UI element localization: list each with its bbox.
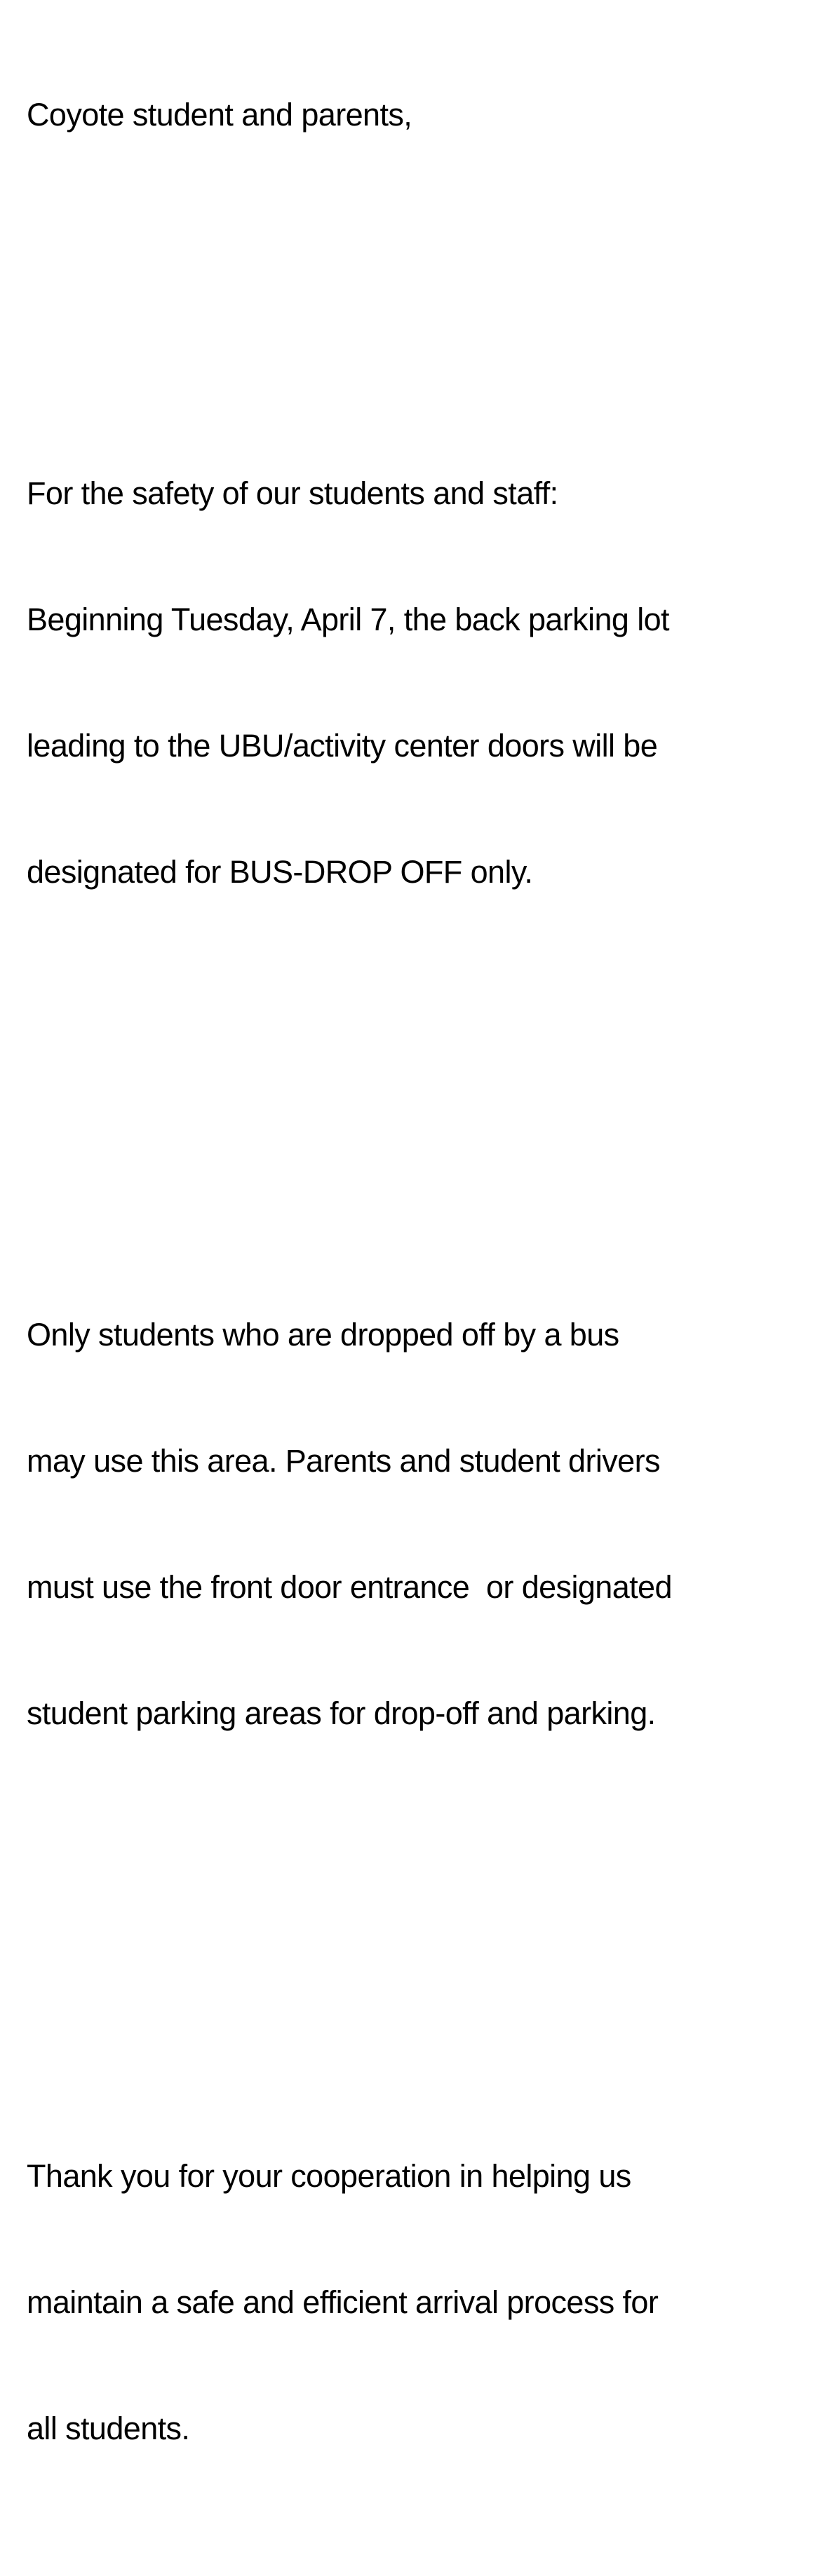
paragraph-line: designated for BUS-DROP OFF only. [27,854,533,890]
paragraph-line: For the safety of our students and staff: [27,475,558,511]
paragraph-usage-rules [27,1230,819,1819]
paragraph-line: Thank you for your cooperation in helping us [27,2158,631,2194]
paragraph-line: may use this area. Parents and student drivers [27,1443,660,1479]
paragraph-line: leading to the UBU/activity center doors will be [27,728,658,764]
paragraph-line: all students. [27,2411,190,2446]
paragraph-safety-notice [27,388,819,977]
spacer [27,220,819,262]
paragraph-line: student parking areas for drop-off and parking. [27,1695,656,1731]
paragraph-closing [27,2071,819,2534]
paragraph-line: Only students who are dropped off by a bus [27,1317,619,1353]
spacer [27,1062,819,1104]
notice-document [27,10,819,2576]
paragraph-line: maintain a safe and efficient arrival process for [27,2284,659,2320]
greeting: Coyote student and parents, [27,97,412,133]
paragraph-line: must use the front door entrance or designated [27,1569,672,1605]
paragraph-line: Beginning Tuesday, April 7, the back parking lot [27,602,669,637]
spacer [27,1903,819,1945]
